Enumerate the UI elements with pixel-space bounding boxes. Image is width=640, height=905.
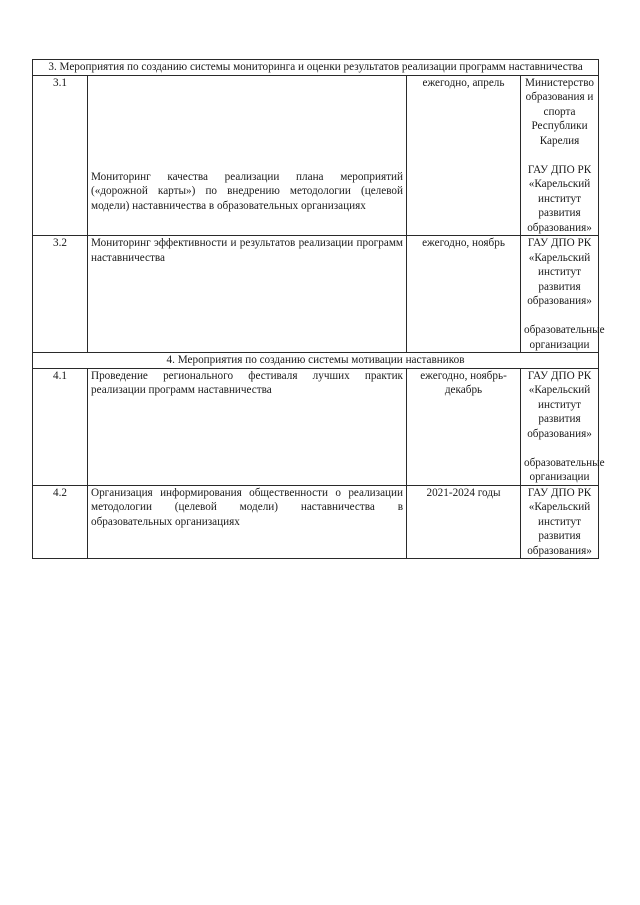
section-title: 4. Мероприятия по созданию системы мотивации наставников (33, 353, 599, 369)
row-description: Мониторинг качества реализации плана мероприятий («дорожной карты») по внедрению методологии (целевой модели) наставничества в образовательных организациях (88, 75, 407, 236)
row-responsible (521, 368, 605, 485)
row-description: Проведение регионального фестиваля лучших практик реализации программ наставничества (88, 368, 407, 485)
action-plan-table (32, 59, 605, 559)
row-description: Мониторинг эффективности и результатов реализации программ наставничества (88, 236, 407, 353)
table-row (33, 75, 599, 236)
row-term: ежегодно, ноябрь (407, 236, 521, 353)
responsible-entity: ГАУ ДПО РК «Карельский институт развития образования» (527, 163, 592, 234)
row-number: 3.2 (33, 236, 88, 353)
row-term: ежегодно, апрель (407, 75, 521, 236)
section-header-row (33, 60, 599, 76)
table-row (33, 236, 599, 353)
responsible-entity: ГАУ ДПО РК «Карельский институт развития образования» (527, 237, 592, 307)
responsible-entity: ГАУ ДПО РК «Карельский институт развития образования» (527, 369, 592, 440)
row-description: Организация информирования общественности о реализации методологии (целевой модели) наставничества в образовательных организациях (88, 485, 407, 559)
row-number: 3.1 (33, 75, 88, 236)
section-title: 3. Мероприятия по созданию системы мониторинга и оценки результатов реализации программ наставничества (33, 60, 599, 76)
responsible-entity: образовательные организации (524, 324, 605, 351)
row-term: 2021-2024 годы (407, 485, 521, 559)
row-term: ежегодно, ноябрь-декабрь (407, 368, 521, 485)
row-responsible (521, 236, 605, 353)
row-responsible (521, 75, 599, 236)
responsible-entity: ГАУ ДПО РК «Карельский институт развития образования» (527, 486, 592, 557)
table-row (33, 368, 599, 485)
responsible-entity: Министерство образования и спорта Республики Карелия (525, 76, 594, 147)
row-number: 4.1 (33, 368, 88, 485)
responsible-entity: образовательные организации (524, 456, 605, 483)
row-responsible (521, 485, 599, 559)
row-number: 4.2 (33, 485, 88, 559)
table-row (33, 485, 599, 559)
section-header-row (33, 353, 599, 369)
